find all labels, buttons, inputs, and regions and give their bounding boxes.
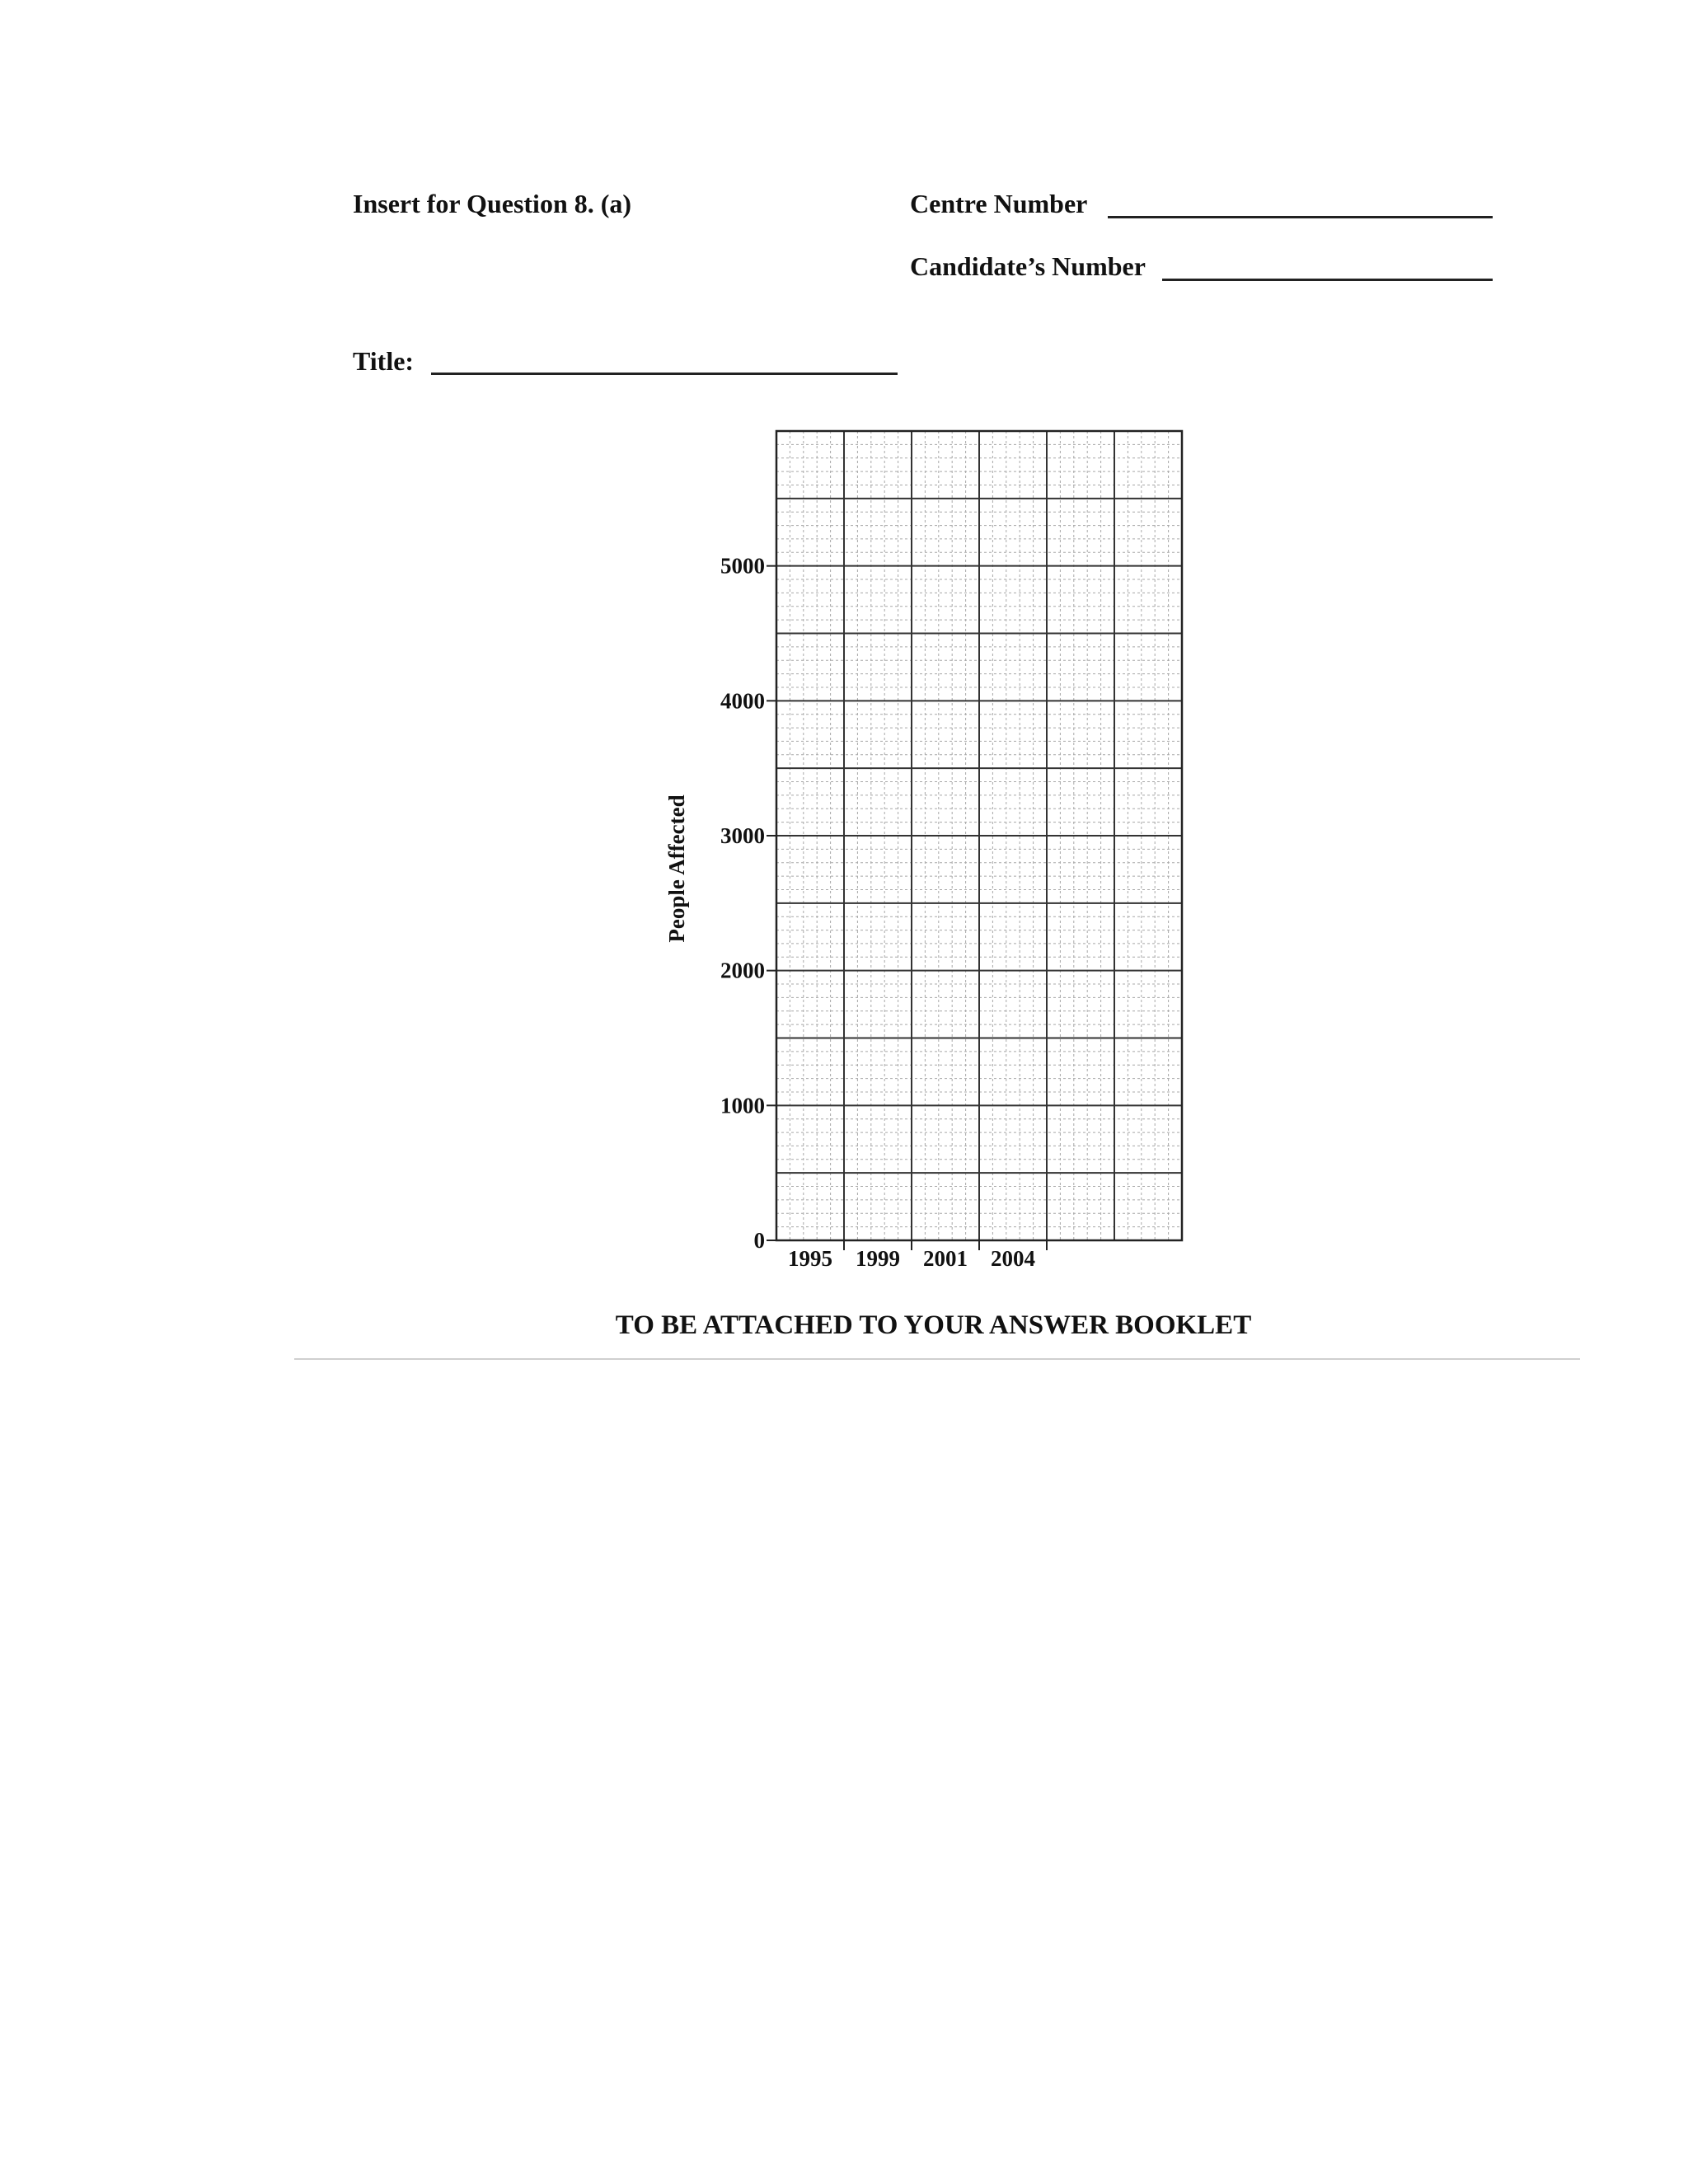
title-label: Title: bbox=[353, 346, 415, 376]
y-tick-label: 4000 bbox=[720, 688, 765, 714]
x-axis-ticks bbox=[788, 1240, 1047, 1271]
x-tick-label: 1995 bbox=[788, 1246, 832, 1271]
y-tick-label: 0 bbox=[753, 1228, 765, 1253]
y-axis-label: People Affected bbox=[664, 794, 689, 943]
y-axis-ticks bbox=[720, 554, 776, 1253]
centre-number-label: Centre Number bbox=[910, 189, 1088, 218]
x-tick-label: 1999 bbox=[856, 1246, 900, 1271]
y-tick-label: 5000 bbox=[720, 553, 765, 579]
page-divider bbox=[294, 1358, 1580, 1360]
y-tick-label: 2000 bbox=[720, 958, 765, 983]
x-tick-label: 2001 bbox=[923, 1246, 968, 1271]
y-tick-label: 3000 bbox=[720, 823, 765, 848]
x-tick-label: 2004 bbox=[991, 1246, 1035, 1271]
y-tick-label: 1000 bbox=[720, 1093, 765, 1118]
attach-notice: TO BE ATTACHED TO YOUR ANSWER BOOKLET bbox=[615, 1310, 1252, 1340]
candidate-number-label: Candidate’s Number bbox=[910, 251, 1146, 281]
insert-question-label: Insert for Question 8. (a) bbox=[353, 189, 632, 218]
